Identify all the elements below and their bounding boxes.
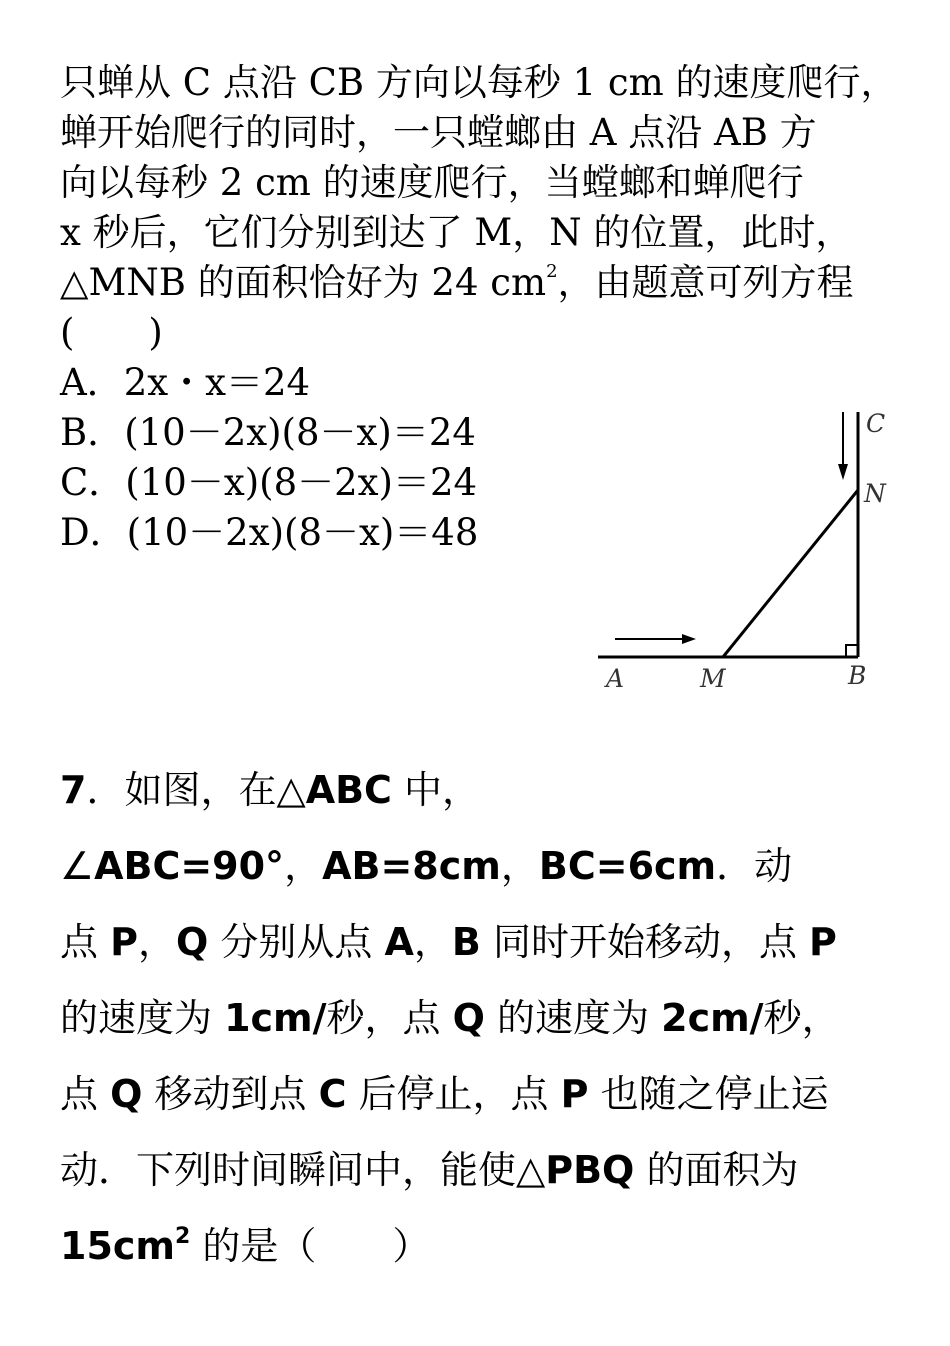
text-segment: 的面积为 xyxy=(634,1148,799,1192)
text-segment: P xyxy=(560,1072,589,1116)
text-segment: ．如图，在△ xyxy=(86,768,306,812)
text-segment: 动．下列时间瞬间中，能使△ xyxy=(60,1148,546,1192)
text-segment: 中， xyxy=(391,768,481,812)
text-segment: 也随之停止运 xyxy=(588,1072,829,1116)
label-b: B xyxy=(848,661,867,690)
squared-superscript: 2 xyxy=(546,261,558,282)
squared-superscript: 2 xyxy=(175,1224,191,1249)
text-segment: ， xyxy=(284,844,323,888)
problem-7-line-5 xyxy=(60,1056,920,1132)
text-segment: A xyxy=(384,920,414,964)
text-segment: AB=8cm xyxy=(322,844,501,888)
label-c: C xyxy=(866,409,886,438)
option-d: D．(10－2x)(8－x)＝48 xyxy=(60,511,479,554)
problem-6-line-3: 向以每秒 2 cm 的速度爬行，当螳螂和蝉爬行 xyxy=(60,161,804,204)
text-segment: ABC xyxy=(305,768,392,812)
text-segment: Q xyxy=(452,996,485,1040)
text-segment: 点 xyxy=(60,920,111,964)
text-segment: ．动 xyxy=(716,844,793,888)
problem-7-line-3 xyxy=(60,904,920,980)
line-5-text-a: △MNB 的面积恰好为 24 cm xyxy=(60,261,547,304)
angle-symbol: ∠ xyxy=(60,844,95,888)
segment-mn xyxy=(723,490,858,657)
problem-6-line-5 xyxy=(60,258,910,308)
problem-7-line-2 xyxy=(60,828,920,904)
problem-7-line-4 xyxy=(60,980,920,1056)
label-n: N xyxy=(864,479,886,508)
text-segment: ABC=90° xyxy=(94,844,285,888)
text-segment: Q xyxy=(110,1072,143,1116)
text-segment: 同时开始移动，点 xyxy=(480,920,810,964)
problem-number: 7 xyxy=(60,768,87,812)
problem-7-line-6 xyxy=(60,1132,920,1208)
option-c: C．(10－x)(8－2x)＝24 xyxy=(60,461,478,504)
text-segment: 后停止，点 xyxy=(346,1072,561,1116)
text-segment: 的速度为 xyxy=(60,996,225,1040)
problem-6-line-1: 只蝉从 C 点沿 CB 方向以每秒 1 cm 的速度爬行， xyxy=(60,61,898,104)
text-segment: 秒， xyxy=(763,996,840,1040)
text-segment: 点 xyxy=(60,1072,111,1116)
problem-7-line-1 xyxy=(60,752,920,828)
text-segment: ， xyxy=(500,844,539,888)
text-segment: ， xyxy=(413,920,452,964)
triangle-figure xyxy=(590,400,910,700)
text-segment: P xyxy=(110,920,138,964)
problem-6-line-4: x 秒后，它们分别到达了 M，N 的位置，此时， xyxy=(60,211,853,254)
text-segment: PBQ xyxy=(545,1148,635,1192)
text-segment: C xyxy=(318,1072,347,1116)
text-segment: 秒，点 xyxy=(326,996,453,1040)
text-segment: 的是（ ） xyxy=(190,1224,431,1268)
text-segment: Q xyxy=(175,920,209,964)
text-segment: 的速度为 xyxy=(484,996,662,1040)
text-segment: ， xyxy=(137,920,176,964)
problem-6-line-2: 蝉开始爬行的同时，一只螳螂由 A 点沿 AB 方 xyxy=(60,111,817,154)
line-5-text-b: ，由题意可列方程 xyxy=(557,261,854,304)
option-a: A．2x・x＝24 xyxy=(60,361,311,404)
label-m: M xyxy=(700,664,726,693)
text-segment: 移动到点 xyxy=(142,1072,319,1116)
text-segment: 15cm xyxy=(60,1224,176,1268)
text-segment: B xyxy=(451,920,481,964)
text-segment: P xyxy=(809,920,837,964)
problem-7-line-7 xyxy=(60,1208,920,1284)
text-segment: BC=6cm xyxy=(538,844,717,888)
answer-blank: ( ) xyxy=(60,311,163,354)
problem-7 xyxy=(60,752,920,1284)
text-segment: 分别从点 xyxy=(208,920,385,964)
text-segment: 2cm/ xyxy=(661,996,764,1040)
text-segment: 1cm/ xyxy=(224,996,327,1040)
option-b: B．(10－2x)(8－x)＝24 xyxy=(60,411,476,454)
label-a: A xyxy=(606,664,625,693)
right-angle-marker xyxy=(846,645,858,657)
